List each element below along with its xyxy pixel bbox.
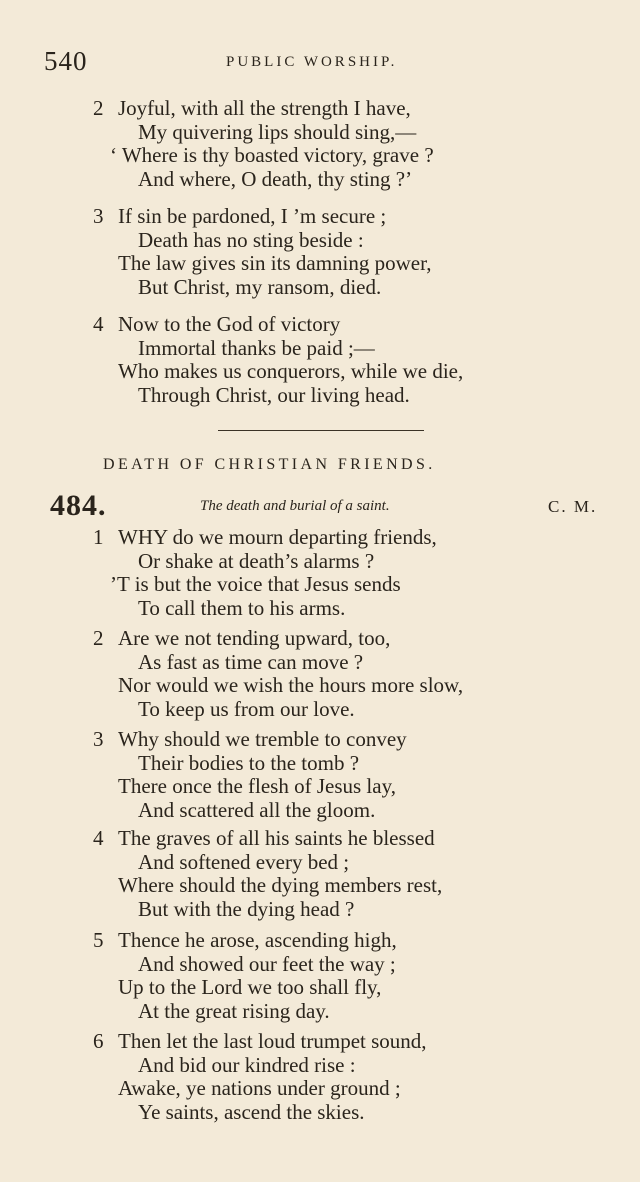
stanza-number: 4 <box>93 826 104 850</box>
stanza-line: Up to the Lord we too shall fly, <box>118 975 382 999</box>
stanza-number: 6 <box>93 1029 104 1053</box>
stanza-line: Thence he arose, ascending high, <box>118 928 397 952</box>
stanza-line: Through Christ, our living head. <box>138 382 410 407</box>
stanza-line: And scattered all the gloom. <box>138 797 376 822</box>
hymn-meter: C. M. <box>548 497 598 516</box>
stanza-line: As fast as time can move ? <box>138 649 364 674</box>
stanza-number: 4 <box>93 312 104 336</box>
stanza-line: Immortal thanks be paid ;— <box>138 335 375 360</box>
stanza-number: 2 <box>93 96 104 120</box>
stanza-line: Joyful, with all the strength I have, <box>118 96 411 120</box>
stanza-line: There once the flesh of Jesus lay, <box>118 774 396 798</box>
stanza-line: Where should the dying members rest, <box>118 873 443 897</box>
stanza-line: At the great rising day. <box>138 998 330 1023</box>
stanza-line: Nor would we wish the hours more slow, <box>118 673 464 697</box>
stanza-line: And bid our kindred rise : <box>138 1052 356 1077</box>
stanza-line: The graves of all his saints he blessed <box>118 826 435 850</box>
stanza-number: 2 <box>93 626 104 650</box>
stanza-line: But Christ, my ransom, died. <box>138 274 382 299</box>
stanza-line: Their bodies to the tomb ? <box>138 750 360 775</box>
stanza-line: Then let the last loud trumpet sound, <box>118 1029 427 1053</box>
stanza-number: 1 <box>93 525 104 549</box>
stanza-line: But with the dying head ? <box>138 896 355 921</box>
stanza-line: To keep us from our love. <box>138 696 355 721</box>
stanza-line: If sin be pardoned, I ’m secure ; <box>118 204 387 228</box>
hymn-number: 484. <box>50 489 107 522</box>
running-head: PUBLIC WORSHIP. <box>226 54 398 70</box>
stanza-line: Death has no sting beside : <box>138 227 364 252</box>
stanza-line: To call them to his arms. <box>138 595 346 620</box>
stanza-line: ’T is but the voice that Jesus sends <box>110 572 401 596</box>
stanza-line: The law gives sin its damning power, <box>118 251 432 275</box>
stanza-line: And softened every bed ; <box>138 849 350 874</box>
stanza-line: Are we not tending upward, too, <box>118 626 391 650</box>
stanza-line: Awake, ye nations under ground ; <box>118 1076 401 1100</box>
stanza-line: Why should we tremble to convey <box>118 727 407 751</box>
stanza-line: Who makes us conquerors, while we die, <box>118 359 464 383</box>
stanza-line: WHY do we mourn departing friends, <box>118 525 437 549</box>
stanza-number: 3 <box>93 204 104 228</box>
stanza-line: ‘ Where is thy boasted victory, grave ? <box>110 143 434 167</box>
section-title: DEATH OF CHRISTIAN FRIENDS. <box>103 456 436 473</box>
stanza-line: Ye saints, ascend the skies. <box>138 1099 365 1124</box>
stanza-number: 5 <box>93 928 104 952</box>
section-divider <box>218 430 424 431</box>
hymn-title: The death and burial of a saint. <box>200 498 390 514</box>
stanza-line: My quivering lips should sing,— <box>138 119 417 144</box>
page-number: 540 <box>44 46 88 76</box>
stanza-number: 3 <box>93 727 104 751</box>
stanza-line: And showed our feet the way ; <box>138 951 396 976</box>
stanza-line: Or shake at death’s alarms ? <box>138 548 375 573</box>
stanza-line: Now to the God of victory <box>118 312 341 336</box>
stanza-line: And where, O death, thy sting ?’ <box>138 166 413 191</box>
